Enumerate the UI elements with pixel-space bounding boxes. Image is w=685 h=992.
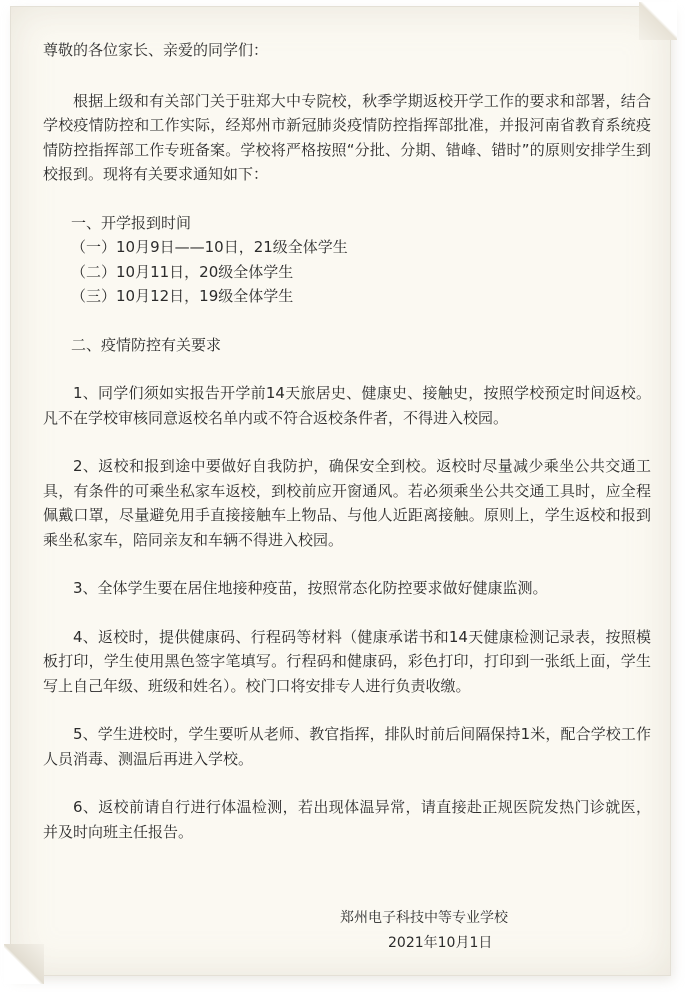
schedule-item: （一）10月9日——10日，21级全体学生 [71,238,348,256]
section2-heading: 二、疫情防控有关要求 [71,335,222,354]
intro-paragraph: 根据上级和有关部门关于驻郑大中专院校，秋季学期返校开学工作的要求和部署，结合学校疫情防控和工作实际，经郑州市新冠肺炎疫情防控指挥部批准，并报河南省教育系统疫情防控指挥部工作专班备案。学校将严格按照“分批、分期、错峰、错时”的原则安排学生到校报到。现将有关要求通知如下： [43,91,651,183]
requirement-item: 2、返校和报到途中要做好自我防护，确保安全到校。返校时尽量减少乘坐公共交通工具，有条件的可乘坐私家车返校，到校前应开窗通风。若必须乘坐公共交通工具时，应全程佩戴口罩，尽量避免用手直接接触车上物品、与他人近距离接触。原则上，学生返校和报到乘坐私家车，陪同亲友和车辆不得进入校园。 [43,457,651,549]
schedule-item: （二）10月11日，20级全体学生 [71,262,294,281]
requirement-item: 4、返校时，提供健康码、行程码等材料（健康承诺书和14天健康检测记录表，按照模板打印，学生使用黑色签字笔填写。行程码和健康码，彩色打印，打印到一张纸上面，学生写上自己年级、班级和姓名）。校门口将安排专人进行负责收缴。 [43,627,651,695]
requirement-item: 6、返校前请自行进行体温检测，若出现体温异常，请直接赴正规医院发热门诊就医，并及时向班主任报告。 [43,798,651,841]
signature-date: 2021年10月1日 [388,935,493,951]
section1-heading: 一、开学报到时间 [71,213,192,232]
signature-block [340,906,550,956]
page-curl-bottom-left [4,944,44,984]
letter-body [43,24,651,844]
requirement-item: 3、全体学生要在居住地接种疫苗，按照常态化防控要求做好健康监测。 [73,579,548,597]
requirement-item: 5、学生进校时，学生要听从老师、教官指挥，排队时前后间隔保持1米，配合学校工作人员消毒、测温后再进入学校。 [43,725,651,768]
greeting: 尊敬的各位家长、亲爱的同学们： [43,41,269,59]
signature-organization: 郑州电子科技中等专业学校 [340,910,508,926]
schedule-item: （三）10月12日，19级全体学生 [71,287,294,305]
requirement-item: 1、同学们须如实报告开学前14天旅居史、健康史、接触史，按照学校预定时间返校。凡不在学校审核同意返校名单内或不符合返校条件者，不得进入校园。 [43,384,651,427]
